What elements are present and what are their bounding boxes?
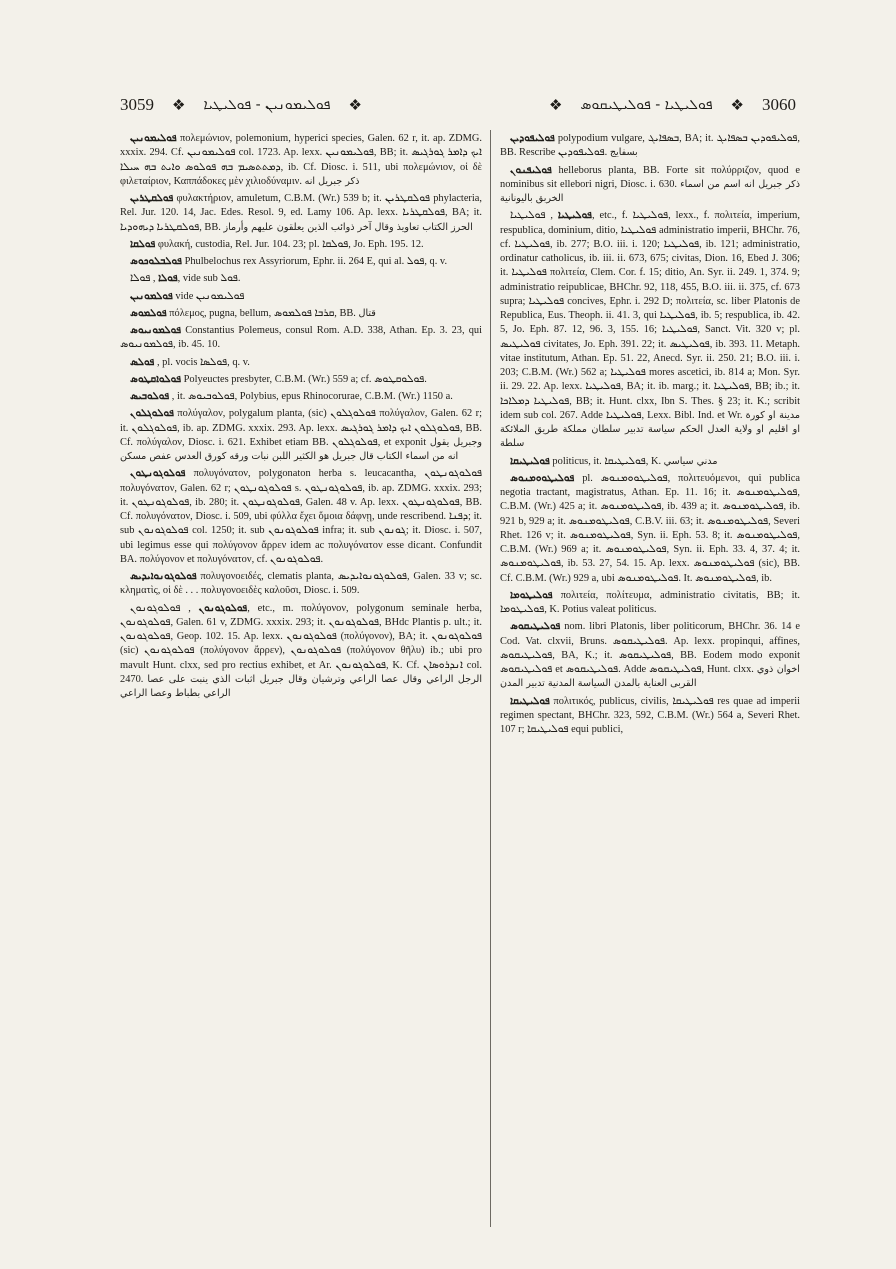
dictionary-entry xyxy=(120,570,482,599)
entry-text: πολεμώνιον, polemonium, hyperici species, Galen. 62 r, it. ap. ZDMG. xxxix. 294. Cf. ܦܘܠܝܡܘܢܝܢ col. 1723. Ap. lexx. ܦܘܠܝܡܘܢܝܢ, BB; it. ܐܝܟ ܕܐܡܪ ܓܘܪܓܝܣ ܕܡܬܬܣܝܡ ܒܗ ܦܘܠܘܣ ܘܐܝܬ ܒܗ ܚܝܠܐ, ib. Cf. Diosc. i. 511, ubi πολεμώνιον, οἱ δὲ φιλεταίριον, Καππάδοκες μὲν χιλιοδύναμιν. xyxy=(120,133,482,187)
dictionary-entry xyxy=(500,455,800,469)
left-page-number: 3059 xyxy=(120,95,154,114)
dictionary-entry xyxy=(120,192,482,235)
entry-arabic-gloss: الرجل الراعي وقال عصا الراعي وترشيان وقال جبريل اثبات الذي ينبت على عصا الراعي بطباط وعصا الراعي xyxy=(120,673,482,699)
left-header xyxy=(120,95,362,115)
entry-headword: ܦܘܠܘܓܠܘܢ xyxy=(130,408,174,420)
entry-text: politicus, it. ܦܘܠܝܛܝܩܐ, K. xyxy=(552,455,662,467)
dictionary-entry xyxy=(500,589,800,618)
entry-arabic-gloss: مدني سياسي xyxy=(663,455,718,467)
dictionary-entry xyxy=(500,695,800,738)
entry-headword: ܦܘܠܝܛܘܘܡܢܘܣ xyxy=(510,472,575,484)
dictionary-entry xyxy=(500,209,800,451)
entry-text: , ܦܘܠܘܓܘܢܘܢ, etc., m. πολύγονον, polygonum seminale herba, ܦܘܠܘܓܘܢܘܢ, Galen. 61 v, ZDMG. xxxix. 293; it. ܦܘܠܘܓܘܢܘܢ, BHdc Plantis p. ult.; it. ܦܘܠܘܓܘܢܘܢ, Geop. 102. 15. Ap. lexx. ܦܘܠܘܓܘܢܘܢ (πολύγονον), BA; it. ܦܘܠܘܓܘܢܘܢ (sic) ܦܘܠܘܓܘܢܘܢ (πολύγονον ἄρρεν), ܦܘܠܘܓܘܢܘܢ (πολύγονον θῆλυ) ib.; ubi pro mavult Hunt. clxx, sed pro rectius exhibet, et Ar. ܦܘܠܘܓܘܢܘܢ, K. Cf. ܐܢܕܪܘܣܐܢ col. 2470. xyxy=(120,602,482,685)
entry-arabic-gloss: وجبريل يقول انه من اسماء الكتاب قال جبريل هو الكثير اللبن نبات ورقه كورق العدس عفص مسكن xyxy=(120,436,482,462)
entry-text: πολιτικός, publicus, civilis, ܦܘܠܝܛܝܩܐ res quae ad imperii regimen spectant, BHChr. 323, 592, C.B.M. (Wr.) 564 a, Severi Rhet. 107 r; ܦܘܠܝܛܝܩܐ equi publici, xyxy=(500,695,800,735)
dictionary-entry xyxy=(500,620,800,691)
dictionary-entry xyxy=(500,164,800,207)
entry-headword: ܦܘܠܘܐܩܛܘܣ xyxy=(130,373,182,385)
entry-headword: ܦܘܠܝܦܢܘܢ xyxy=(510,164,552,176)
entry-text: πολυγονοειδές, clematis planta, ܦܘܠܘܓܘܢܘܐܝܕܝܣ, Galen. 33 v; sc. κληματὶς, οἱ δὲ . . . πολυγονοειδὲς καλοῦσι, Diosc. i. 509. xyxy=(120,571,482,597)
left-column xyxy=(120,132,482,1227)
entry-text: pl. ܦܘܠܝܛܘܘܡܢܘܣ, πολιτευόμενοι, qui publica negotia tractant, magistratus, Athan. Ep. 11. 16; it. ܦܘܠܝܛܘܡܢܘܣ, C.B.M. (Wr.) 425 a; it. ܦܘܠܝܛܘܡܢܘܣ, ib. 439 a; it. ܦܘܠܝܛܘܡܢܘܣ, ib. 921 b, 929 a; it. ܦܘܠܝܛܘܡܢܘܣ, C.B.V. iii. 63; it. ܦܘܠܝܛܘܡܢܘܣ, Severi Rhet. 126 v; it. ܦܘܠܝܛܘܡܢܘܣ, Syn. ii. Eph. 53. 8; it. ܦܘܠܝܛܘܡܢܘܣ, C.B.M. (Wr.) 969 a; it. ܦܘܠܝܛܘܡܢܘܣ, Syn. ii. Eph. 33. 4, 37. 4; it. ܦܘܠܝܛܘܡܢܘܣ, ib. 53. 27, 54. 15. Ap. lexx. ܦܘܠܝܛܘܡܢܘܣ (sic), BB. Cf. C.B.M. (Wr.) 929 a, ubi ܦܘܠܝܛܘܡܢܘܣ. It. ܦܘܠܝܛܘܡܢܘܣ, ib. xyxy=(500,472,800,584)
entry-text: polypodium vulgare, ܒܣܦܐܝܓ, BA; it. ܦܘܠܝܦܘܕܝܢ ܒܣܦܐܝܓ, BB. Rescribe ܦܘܠܝܦܘܕܝܢ. xyxy=(500,133,800,159)
ornament-icon: ❖ xyxy=(548,96,563,114)
entry-text: πολύγαλον, polygalum planta, (sic) ܦܘܠܘܓܠܘܢ πολύγαλον, Galen. 62 r; it. ܦܘܠܘܓܠܘܢ, ib. ap. ZDMG. xxxix. 293. Ap. lexx. ܦܘܠܘܓܠܘܢ ܐܝܟ ܕܐܡܪ ܓܘܪܓܝܣ, BB. Cf. πολύγαλον, Diosc. i. 621. Exhibet etiam BB. ܦܘܠܘܓܠܘܢ, et exponit xyxy=(120,408,482,448)
column-divider xyxy=(490,130,491,1227)
entry-text: , it. ܦܘܠܘܒܝܘܣ, Polybius, epus Rhinocorurae, C.B.M. (Wr.) 1150 a. xyxy=(171,391,453,402)
entry-text: vide ܦܘܠܝܡܘܢܝܢ xyxy=(175,290,245,302)
dictionary-entry xyxy=(120,272,482,286)
entry-headword: ܦܘܠܡܘܢܝܢ xyxy=(130,290,173,302)
entry-text: , pl. vocis ܦܘܠܣܐ, q. v. xyxy=(156,356,250,368)
dictionary-entry xyxy=(120,467,482,567)
dictionary-entry xyxy=(120,390,482,404)
entry-headword: ܦܘܠܘܓܘܢܘܐܝܕܝܣ xyxy=(130,571,197,582)
dictionary-entry xyxy=(120,407,482,464)
entry-arabic-gloss: بسفايج xyxy=(609,147,638,159)
entry-text: πολιτεία, πολίτευμα, administratio civitatis, BB; it. ܦܘܠܝܛܘܡܐ, K. Potius valeat politicus. xyxy=(500,589,800,615)
dictionary-entry xyxy=(500,132,800,161)
right-running-head: ܦܘܠܝܛܝܐ - ܦܘܠܝܛܝܩܘܣ xyxy=(580,97,713,113)
entry-arabic-gloss: مدينة او كورة او اقليم او ولاية العدل الحكم سياسة تدبير سلطان مملكة طريق الملائكة سلطة xyxy=(500,409,800,450)
dictionary-entry xyxy=(500,472,800,586)
ornament-icon: ❖ xyxy=(730,96,744,114)
entry-headword: ܦܘܠܝܦܘܕܝܢ xyxy=(510,133,555,144)
entry-text: Phulbelochus rex Assyriorum, Ephr. ii. 264 E, qui al. ܦܘܠ, q. v. xyxy=(184,256,448,267)
right-header xyxy=(549,95,796,115)
entry-text: helleborus planta, BB. Forte sit πολύρριζον, quod e nominibus sit ellebori nigri, Diosc. i. 630. xyxy=(500,164,800,190)
dictionary-entry xyxy=(120,132,482,189)
entry-text: Constantius Polemeus, consul Rom. A.D. 338, Athan. Ep. 3. 23, qui ܦܘܠܡܘܢܝܘܣ, ib. 45. 10. xyxy=(120,325,482,351)
dictionary-entry xyxy=(120,307,482,321)
entry-headword: ܦܘܠܝܛܝܐ xyxy=(557,210,592,222)
entry-headword: ܦܘܠܝܛܝܩܐ xyxy=(510,455,550,467)
dictionary-entry xyxy=(120,602,482,702)
entry-headword: ܦܘܠܩܐ xyxy=(130,238,156,250)
dictionary-entry xyxy=(120,255,482,269)
entry-text: , ܦܘܠܝܛܝܐ, etc., f. ܦܘܠܝܛܝܐ, lexx., f. πολιτεία, imperium, respublica, dominium, ditio, ܦܘܠܝܛܝܐ administratio imperii, BHChr. 76, cf. ܦܘܠܝܛܝܐ, ib. 277; B.O. iii. i. 120; ܦܘܠܝܛܝܐ, ib. 121; administratio, ordinatur catholicus, ib. iii. ii. 673, 675; civitas, Dion. 16, Ebed J. 306; it. ܦܘܠܝܛܝܐ πολιτεία, Clem. Cor. f. 15; ditio, An. Syr. ii. 249. 1, 374. 9; administratio reipublicae, BHChr. 92, 118, 455, B.O. iii. ii. 375, cf. 673 supra; ܦܘܠܝܛܝܐ concives, Ephr. i. 292 D; πολιτεία, sc. liber Platonis de Republica, Eus. Theoph. ii. 41. 3, qui ܦܘܠܝܛܝܐ, ib. 5; respublica, ib. 42. 5, Jo. Eph. 87. 12, 96. 3, 155. 16; ܦܘܠܝܛܝܐ, Sanct. Vit. 320 v; pl. ܦܘܠܝܛܝܣ civitates, Jo. Eph. 391. 22; it. ܦܘܠܝܛܝܣ, ib. 393. 11. Metaph. vitae institutum, Athan. Ep. 51. 22, Anecd. Syr. ii. 250. 21; B.O. iii. i. 203; C.B.M. (Wr.) 562 a; ܦܘܠܝܛܝܐ mores ascetici, ib. 814 a; Mon. Syr. ii. 29. 22. Ap. lexx. ܦܘܠܝܛܝܐ, BA; it. ib. marg.; it. ܦܘܠܝܛܝܐ, BB; ib.; it. ܦܘܠܝܛܝܐ ܕܡܠܐܟܐ, BB; it. Hunt. clxx, Ibn S. Thes. § 23; it. K.; scribit idem sub col. 267. Adde ܦܘܠܝܛܝܐ, Lexx. Bibl. Ind. et Wr. xyxy=(500,210,800,421)
entry-headword: ܦܘܠܐ xyxy=(158,273,178,285)
dictionary-entry xyxy=(120,324,482,353)
entry-arabic-gloss: اخوان ذوي القربى العناية بالمدن السياسة المدنية تدبير المدن xyxy=(500,664,800,690)
dictionary-entry xyxy=(120,238,482,252)
dictionary-entry xyxy=(120,290,482,304)
entry-headword: ܦܘܠܡܘܣ xyxy=(130,307,167,319)
right-page-number: 3060 xyxy=(762,95,796,114)
entry-arabic-gloss: ذكر جبريل انه xyxy=(304,175,360,187)
entry-headword: ܦܘܠܣ xyxy=(130,356,155,368)
entry-text: φυλακτήριον, amuletum, C.B.M. (Wr.) 539 b; it. ܦܘܠܩܛܪܝܢ phylacteria, Rel. Jur. 120. 14, Jac. Edes. Resol. 9, ed. Lamy 106. Ap. lexx. ܦܘܠܩܛܪܝܐ, BA; it. ܦܘܠܩܛܪܝܐ ܕܝܗܘܕܝܐ, BB. xyxy=(120,193,482,233)
entry-arabic-gloss: قتال xyxy=(358,307,376,319)
entry-text: nom. libri Platonis, liber politicorum, BHChr. 36. 14 e Cod. Vat. clxvii, Bruns. ܦܘܠܝܛܝܩܘܣ. Ap. lexx. propinqui, affines, ܦܘܠܝܛܝܩܘܣ, BA, K.; it. ܦܘܠܝܛܝܩܘܣ, BB. Eodem modo exponit ܦܘܠܝܛܝܩܘܣ et ܦܘܠܝܛܝܩܘܣ. Adde ܦܘܠܝܛܝܩܘܣ, Hunt. clxx. xyxy=(500,621,800,675)
entry-arabic-gloss: ذكر جبريل انه اسم من اسماء الخربق باليونانية xyxy=(500,178,800,204)
entry-text: πόλεμος, pugna, bellum, ܩܪܒܐ ܦܘܠܡܘܣ, BB. xyxy=(169,307,356,319)
entry-arabic-gloss: الحرز الكتاب تعاويذ وقال آخر ذوائب الذين يعلقون عليهم وأرماز xyxy=(223,221,473,233)
ornament-icon: ❖ xyxy=(172,96,186,114)
entry-text: πολυγόνατον, polygonaton herba s. leucacantha, ܦܘܠܘܓܘܢܛܘܢ πολυγόνατον, Galen. 62 r; ܦܘܠܘܓܘܢܛܘܢ s. ܦܘܠܘܓܘܢܛܘܢ, ib. ap. ZDMG. xxxix. 293; it. ܦܘܠܘܓܘܢܛܘܢ, ib. 280; it. ܦܘܠܘܓܘܢܛܘܢ, Galen. 48 v. Ap. lexx. ܦܘܠܘܓܘܢܛܘܢ, BB. Cf. πολυγόνατον, Diosc. i. 509, ubi φύλλα ἔχει ὅμοια δάφνῃ, unde rescribend. ܕܦܢܐ; it. sub ܦܘܠܘܓܘܢܘܢ col. 1250; it. sub ܦܘܠܘܓܘܢܘܢ infra; it. sub ܓܘܢܘܢ; it. Diosc. i. 507, ubi legimus esse qui πολύγονον ἄρρεν idem ac πολυγόνατον esse dicant. Confundit BA. πολύγονον et πολυγόνατον, cf. ܦܘܠܘܓܘܢܘܢ. xyxy=(120,468,482,565)
dictionary-entry xyxy=(120,373,482,387)
entry-headword: ܦܘܠܘܓܘܢܘܢ xyxy=(198,602,248,614)
entry-headword: ܦܘܠܝܛܝܩܘܣ xyxy=(510,621,561,633)
entry-headword: ܦܘܠܝܡܘܢܝܢ xyxy=(130,133,177,144)
entry-headword: ܦܘܠܝܛܘܡܐ xyxy=(510,589,553,601)
right-column xyxy=(500,132,800,1227)
left-running-head: ܦܘܠܝܡܘܢܝܢ - ܦܘܠܝܛܝܐ xyxy=(203,97,331,113)
entry-text: Polyeuctes presbyter, C.B.M. (Wr.) 559 a; cf. ܦܘܠܘܩܛܘܣ. xyxy=(183,373,427,385)
page-header xyxy=(120,92,796,118)
entry-text: , ܦܘܠܐ, vide sub ܦܘܠ. xyxy=(130,273,241,285)
entry-headword: ܦܘܠܩܛܪܝܢ xyxy=(130,193,174,204)
entry-headword: ܦܘܠܝܛܝܩܐ xyxy=(510,695,550,707)
dictionary-entry xyxy=(120,356,482,370)
entry-headword: ܦܘܠܘܒܝܣ xyxy=(130,391,170,402)
entry-headword: ܦܘܠܘܓܘܢܛܘܢ xyxy=(130,468,186,480)
entry-text: φυλακή, custodia, Rel. Jur. 104. 23; pl. ܦܘܠܩܐ, Jo. Eph. 195. 12. xyxy=(157,238,424,250)
entry-headword: ܦܘܠܡܘܢܝܘܣ xyxy=(130,325,182,336)
entry-headword: ܦܘܠܒܠܘܟܘܣ xyxy=(130,256,182,267)
ornament-icon: ❖ xyxy=(348,96,362,114)
